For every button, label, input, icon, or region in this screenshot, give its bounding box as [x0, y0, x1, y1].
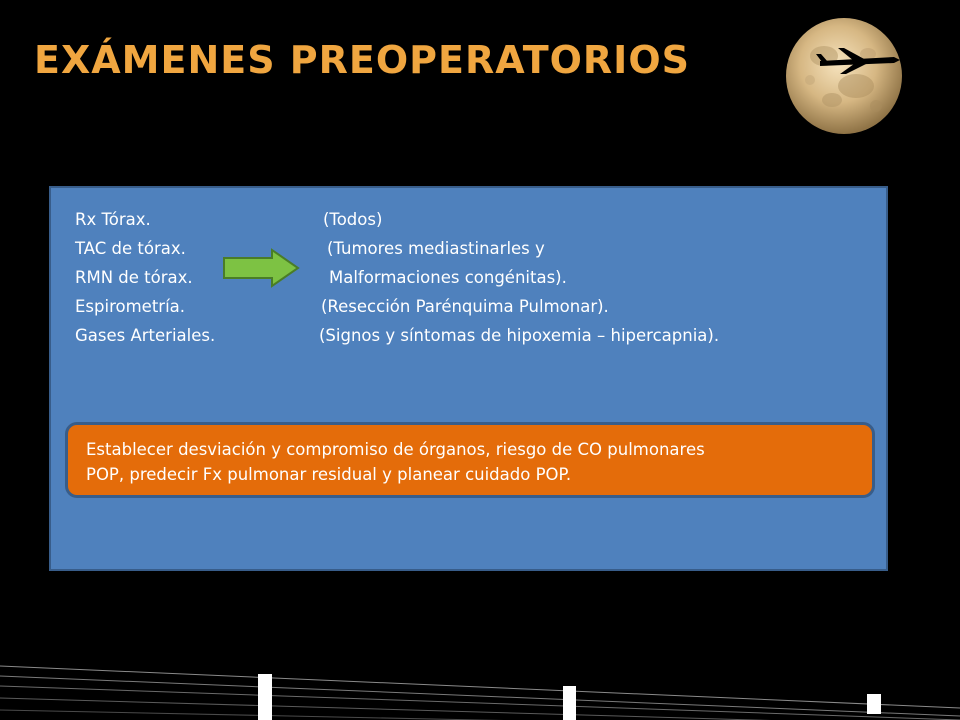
runway-lights-decoration — [0, 650, 960, 720]
exam-row — [51, 297, 886, 325]
callout-line: Establecer desviación y compromiso de órganos, riesgo de CO pulmonares — [86, 440, 705, 459]
right-arrow-icon — [222, 248, 302, 288]
exam-row — [51, 326, 886, 354]
slide-title: EXÁMENES PREOPERATORIOS — [34, 38, 690, 82]
exam-name: TAC de tórax. — [75, 239, 186, 258]
exam-note: (Signos y síntomas de hipoxemia – hipercapnia). — [319, 326, 720, 345]
moon-image — [776, 14, 916, 136]
callout-line: POP, predecir Fx pulmonar residual y planear cuidado POP. — [86, 465, 572, 484]
exam-note: (Todos) — [323, 210, 383, 229]
exam-row — [51, 268, 886, 296]
exam-name: Espirometría. — [75, 297, 186, 316]
exam-name: RMN de tórax. — [75, 268, 193, 287]
exam-note: Malformaciones congénitas). — [329, 268, 567, 287]
exam-name: Gases Arteriales. — [75, 326, 216, 345]
exam-note: (Resección Parénquima Pulmonar). — [321, 297, 609, 316]
exam-name: Rx Tórax. — [75, 210, 151, 229]
exam-row — [51, 239, 886, 267]
exam-note: (Tumores mediastinarles y — [327, 239, 545, 258]
exam-row — [51, 210, 886, 238]
exams-panel — [49, 186, 888, 571]
callout-box — [65, 422, 875, 498]
